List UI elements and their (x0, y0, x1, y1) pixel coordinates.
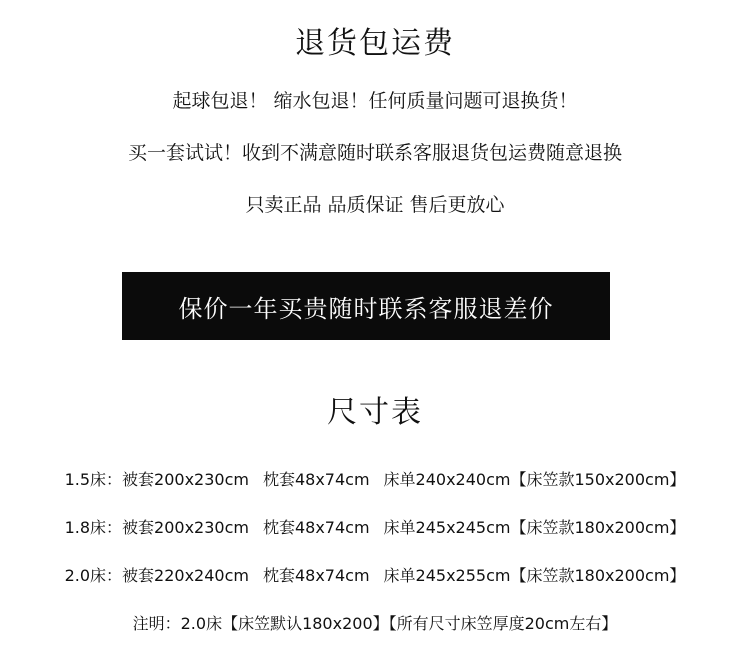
size-row-pillow: 枕套48x74cm (262, 470, 370, 489)
size-row-1-8 (0, 515, 750, 538)
size-row-bed: 2.0床： (64, 566, 123, 585)
price-protection-banner-text: 保价一年买贵随时联系客服退差价 (178, 294, 554, 323)
size-row-duvet: 被套200x230cm (122, 470, 249, 489)
promo-line-return-policy: 起球包退！ 缩水包退！任何质量问题可退换货！ (172, 90, 578, 112)
size-row-sheet: 床单245x245cm (383, 518, 511, 537)
promo-line-try-offer: 买一套试试！收到不满意随时联系客服退货包运费随意退换 (127, 142, 622, 164)
size-row-fitted: 【床笠款180x200cm】 (510, 518, 686, 537)
size-row-sheet: 床单245x255cm (383, 566, 511, 585)
size-row-duvet: 被套200x230cm (122, 518, 249, 537)
size-row-fitted: 【床笠款180x200cm】 (510, 566, 686, 585)
size-row-fitted: 【床笠款150x200cm】 (510, 470, 686, 489)
size-table-title: 尺寸表 (327, 395, 423, 430)
size-row-sheet: 床单240x240cm (383, 470, 511, 489)
size-row-pillow: 枕套48x74cm (262, 566, 370, 585)
size-table-note: 注明：2.0床【床笠默认180x200】【所有尺寸床笠厚度20cm左右】 (132, 614, 618, 633)
size-row-1-5 (0, 467, 750, 490)
promo-line-guarantee: 只卖正品 品质保证 售后更放心 (245, 194, 505, 216)
size-row-duvet: 被套220x240cm (122, 566, 249, 585)
page-title: 退货包运费 (295, 26, 455, 61)
price-protection-banner (122, 272, 610, 340)
size-row-pillow: 枕套48x74cm (262, 518, 370, 537)
size-row-2-0 (0, 563, 750, 586)
size-row-bed: 1.5床： (64, 470, 123, 489)
size-row-bed: 1.8床： (64, 518, 123, 537)
